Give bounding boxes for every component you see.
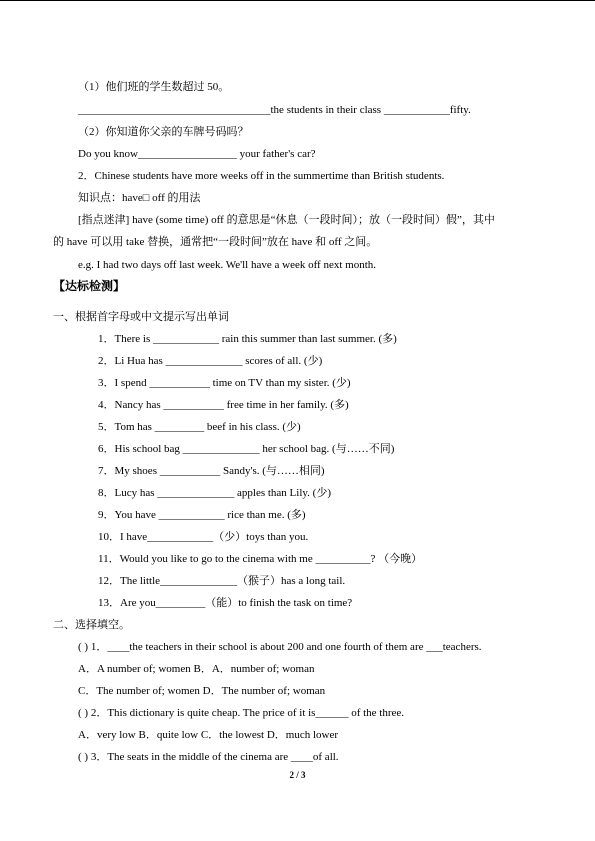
answer-options: A．very low B．quite low C．the lowest D．much lower <box>78 729 338 741</box>
exercise-item: 6．His school bag ______________ her school bag. (与……不同) <box>98 443 395 455</box>
exercise-item: 3．I spend ___________ time on TV than my sister. (少) <box>98 377 351 389</box>
section-heading: 【达标检测】 <box>53 279 126 293</box>
exercise-item: 4．Nancy has ___________ free time in her family. (多) <box>98 399 349 411</box>
exercise-item: 2．Li Hua has ______________ scores of all. (少) <box>98 355 323 367</box>
text-line: ___________________________________the students in their class ____________fifty. <box>78 104 471 116</box>
section-title: 一、根据首字母或中文提示写出单词 <box>53 311 229 323</box>
text-line: 2．Chinese students have more weeks off in the summertime than British students. <box>78 170 445 182</box>
text-line: [指点迷津] have (some time) off 的意思是“休息（一段时间）；放（一段时间）假”，其中 <box>78 214 495 226</box>
question-stem: ( ) 1．____the teachers in their school is about 200 and one fourth of them are ___teachers. <box>78 641 482 653</box>
exercise-item: 9．You have ____________ rice than me. (多) <box>98 509 306 521</box>
exercise-item: 7．My shoes ___________ Sandy's. (与……相同) <box>98 465 325 477</box>
text-line: 的 have 可以用 take 替换，通常把“一段时间”放在 have 和 off 之间。 <box>53 236 378 248</box>
exercise-item: 5．Tom has _________ beef in his class. (少) <box>98 421 301 433</box>
text-line: （1）他们班的学生数超过 50。 <box>78 81 230 93</box>
text-line: 知识点：have□ off 的用法 <box>78 192 201 204</box>
exercise-item: 13．Are you_________（能）to finish the task on time? <box>98 597 353 609</box>
exercise-item: 12．The little______________（猴子）has a long tail. <box>98 575 346 587</box>
page-number: 2 / 3 <box>289 770 306 780</box>
answer-options: C．The number of; women D．The number of; woman <box>78 685 326 697</box>
text-line: （2）你知道你父亲的车牌号码吗？ <box>78 126 249 138</box>
exercise-item: 8．Lucy has ______________ apples than Lily. (少) <box>98 487 331 499</box>
exercise-item: 11．Would you like to go to the cinema with me __________? （今晚） <box>98 553 423 565</box>
exercise-item: 1．There is ____________ rain this summer than last summer. (多) <box>98 333 397 345</box>
question-stem: ( ) 3．The seats in the middle of the cinema are ____of all. <box>78 751 339 763</box>
exercise-item: 10．I have____________（少）toys than you. <box>98 531 309 543</box>
text-line: Do you know__________________ your father's car? <box>78 148 316 160</box>
question-stem: ( ) 2．This dictionary is quite cheap. The price of it is______ of the three. <box>78 707 405 719</box>
section-title: 二、选择填空。 <box>53 619 130 631</box>
answer-options: A．A number of; women B．A．number of; woman <box>78 663 315 675</box>
text-line: e.g. I had two days off last week. We'll have a week off next month. <box>78 259 377 271</box>
